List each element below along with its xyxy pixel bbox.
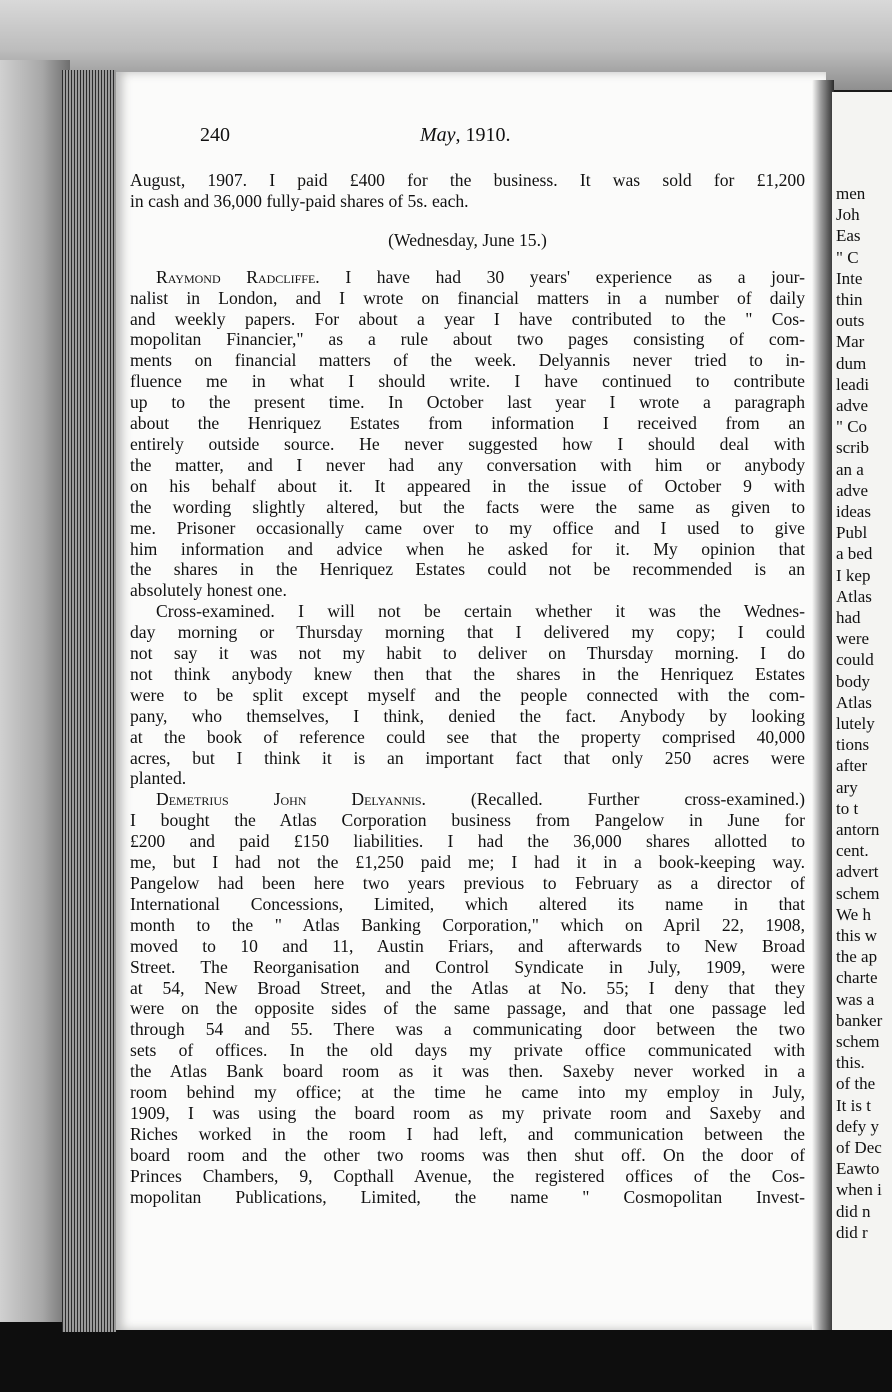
- running-head-year: , 1910.: [455, 124, 511, 146]
- right-page-fragment: " C: [836, 247, 859, 267]
- text-line: Riches worked in the room I had left, and communication between the: [130, 1123, 805, 1144]
- running-head: [420, 124, 511, 147]
- right-page-fragment: It is t: [836, 1095, 871, 1115]
- right-page-fragment: had: [836, 608, 861, 627]
- right-page-fragment: was a: [836, 989, 875, 1009]
- text-line: at the book of reference could see that the property comprised 40,000: [130, 726, 805, 747]
- text-line: not say it was not my habit to deliver on Thursday morning. I do: [130, 643, 805, 664]
- text-line: ments on financial matters of the week. Delyannis never tried to in-: [130, 350, 805, 371]
- text-line: pany, who themselves, I think, denied the fact. Anybody by looking: [130, 705, 805, 726]
- right-page-fragment: " Co: [836, 417, 868, 437]
- text-line: Cross-examined. I will not be certain whether it was the Wednes-: [156, 601, 805, 622]
- right-page-fragment: cent.: [836, 841, 869, 861]
- right-page-fragment: thin: [836, 290, 863, 309]
- text-line: International Concessions, Limited, which altered its name in that: [130, 893, 805, 914]
- right-page-fragment: ideas: [836, 502, 871, 521]
- page-edges: [62, 70, 116, 1332]
- right-page-fragment: did n: [836, 1201, 871, 1221]
- right-page-fragment: when i: [836, 1180, 882, 1200]
- right-page-fragment: Publ: [836, 523, 868, 543]
- right-page-fragment: the ap: [836, 947, 878, 967]
- right-page-fragment: Atlas: [836, 586, 872, 606]
- right-page-fragment: schem: [836, 883, 880, 903]
- text-line: through 54 and 55. There was a communicating door between the two: [130, 1019, 805, 1040]
- text-line: me. Prisoner occasionally came over to my office and I used to give: [130, 517, 805, 538]
- right-page-fragment: charte: [836, 968, 878, 988]
- book-gutter: [812, 80, 834, 1330]
- text-line: at 54, New Broad Street, and the Atlas at No. 55; I deny that they: [130, 977, 805, 998]
- right-page-fragment: body: [836, 671, 870, 691]
- body-text: [130, 170, 805, 1208]
- text-line: entirely outside source. He never suggested how I should deal with: [130, 433, 805, 454]
- right-page-fragment: defy y: [836, 1116, 879, 1136]
- text-line: about the Henriquez Estates from information I received from an: [130, 413, 805, 434]
- right-page: [832, 92, 892, 1330]
- right-page-fragment: this w: [836, 926, 878, 945]
- right-page-fragment: leadi: [836, 374, 870, 394]
- text-line: Pangelow had been here two years previous to February as a director of: [130, 873, 805, 893]
- text-line: the Atlas Bank board room as it was then. Saxeby never worked in a: [130, 1061, 805, 1082]
- text-line-rest: I have had 30 years' experience as a jour-: [319, 266, 805, 287]
- right-page-fragment: banker: [836, 1010, 883, 1030]
- text-line: fluence me in what I should write. I have continued to contribute: [130, 371, 805, 392]
- text-line: August, 1907. I paid £400 for the business. It was sold for £1,200: [130, 170, 805, 190]
- background-bottom: [0, 1322, 892, 1392]
- right-page-fragment: adve: [836, 480, 869, 500]
- speaker-line: [130, 789, 805, 810]
- right-page-fragment: adve: [836, 396, 869, 415]
- text-line: day morning or Thursday morning that I delivered my copy; I could: [130, 622, 805, 643]
- right-page-fragment: I kep: [836, 565, 871, 585]
- right-page-fragment: Joh: [836, 205, 860, 225]
- text-line: the matter, and I never had any conversation with him or anybody: [130, 454, 805, 475]
- text-line: the shares in the Henriquez Estates could not be recommended is an: [130, 559, 805, 580]
- right-page-fragment: to t: [836, 798, 859, 818]
- page-number: 240: [200, 124, 230, 146]
- right-page-fragment: of Dec: [836, 1138, 882, 1157]
- right-page-fragment: Inte: [836, 268, 863, 288]
- right-page-fragment: Eawto: [836, 1159, 880, 1179]
- text-line: me, but I had not the £1,250 paid me; I had it in a book-keeping way.: [130, 852, 805, 873]
- right-page-fragment: schem: [836, 1032, 880, 1051]
- background-left: [0, 60, 70, 1392]
- right-page-fragment: We h: [836, 904, 871, 924]
- text-line: Princes Chambers, 9, Copthall Avenue, the registered offices of the Cos-: [130, 1165, 805, 1186]
- text-line: on his behalf about it. It appeared in the issue of October 9 with: [130, 475, 805, 496]
- text-line: sets of offices. In the old days my private office communicated with: [130, 1040, 805, 1061]
- right-page-fragment: ary: [836, 777, 858, 797]
- right-page-fragment: lutely: [836, 714, 875, 733]
- text-line: 1909, I was using the board room as my private room and Saxeby and: [130, 1102, 805, 1123]
- speaker-name: Demetrius John Delyannis.: [156, 789, 426, 810]
- right-page-fragment: outs: [836, 311, 865, 331]
- text-line: acres, but I think it is an important fact that only 250 acres were: [130, 747, 805, 768]
- right-page-fragment: after: [836, 756, 868, 776]
- right-page-fragment: advert: [836, 862, 879, 882]
- speaker-name: Raymond Radcliffe.: [156, 266, 320, 287]
- right-page-fragment: of the: [836, 1074, 876, 1094]
- running-head-month: May: [420, 124, 456, 146]
- right-page-fragment: did r: [836, 1222, 868, 1242]
- text-line-rest: (Recalled. Further cross-examined.): [425, 789, 805, 810]
- text-line: mopolitan Publications, Limited, the name " Cosmopolitan Invest-: [130, 1186, 805, 1207]
- date-heading: (Wednesday, June 15.): [388, 229, 547, 250]
- speaker-line: [130, 267, 805, 288]
- right-page-fragment: dum: [836, 353, 867, 373]
- text-line: up to the present time. In October last year I wrote a paragraph: [130, 392, 805, 413]
- text-line: not think anybody knew then that the shares in the Henriquez Estates: [130, 663, 805, 684]
- right-page-fragment: Atlas: [836, 692, 872, 712]
- text-line: him information and advice when he asked for it. My opinion that: [130, 538, 805, 559]
- text-line: Street. The Reorganisation and Control Syndicate in July, 1909, were: [130, 956, 805, 977]
- text-line: nalist in London, and I wrote on financial matters in a number of daily: [130, 287, 805, 308]
- right-page-fragment: men: [836, 184, 866, 203]
- text-line: were on the opposite sides of the same passage, and that one passage led: [130, 998, 805, 1019]
- text-line: and weekly papers. For about a year I have contributed to the " Cos-: [130, 308, 805, 329]
- right-page-fragment: were: [836, 629, 870, 649]
- text-line: moved to 10 and 11, Austin Friars, and afterwards to New Broad: [130, 935, 805, 956]
- text-line: room behind my office; at the time he came into my employ in July,: [130, 1082, 805, 1103]
- right-page-fragment: could: [836, 650, 874, 670]
- text-line: I bought the Atlas Corporation business from Pangelow in June for: [130, 810, 805, 831]
- text-line: mopolitan Financier," as a rule about two pages consisting of com-: [130, 329, 805, 350]
- right-page-fragment: a bed: [836, 544, 873, 564]
- text-line: in cash and 36,000 fully-paid shares of 5s. each.: [130, 190, 469, 211]
- right-page-fragment: Mar: [836, 332, 865, 352]
- text-line: £200 and paid £150 liabilities. I had the 36,000 shares allotted to: [130, 831, 805, 852]
- text-line: board room and the other two rooms was then shut off. On the door of: [130, 1144, 805, 1165]
- text-line: were to be split except myself and the people connected with the com-: [130, 684, 805, 705]
- text-line: planted.: [130, 768, 187, 789]
- text-line: the wording slightly altered, but the facts were the same as given to: [130, 496, 805, 517]
- right-page-fragment: Eas: [836, 226, 861, 246]
- right-page-fragment: tions: [836, 735, 870, 755]
- right-page-fragment: antorn: [836, 820, 880, 839]
- right-page-fragment: this.: [836, 1053, 865, 1073]
- right-page-fragment: an a: [836, 459, 864, 479]
- text-line: absolutely honest one.: [130, 580, 287, 601]
- page-header: [200, 124, 800, 150]
- text-line: month to the " Atlas Banking Corporation," which on April 22, 1908,: [130, 914, 805, 935]
- right-page-fragment: scrib: [836, 438, 870, 458]
